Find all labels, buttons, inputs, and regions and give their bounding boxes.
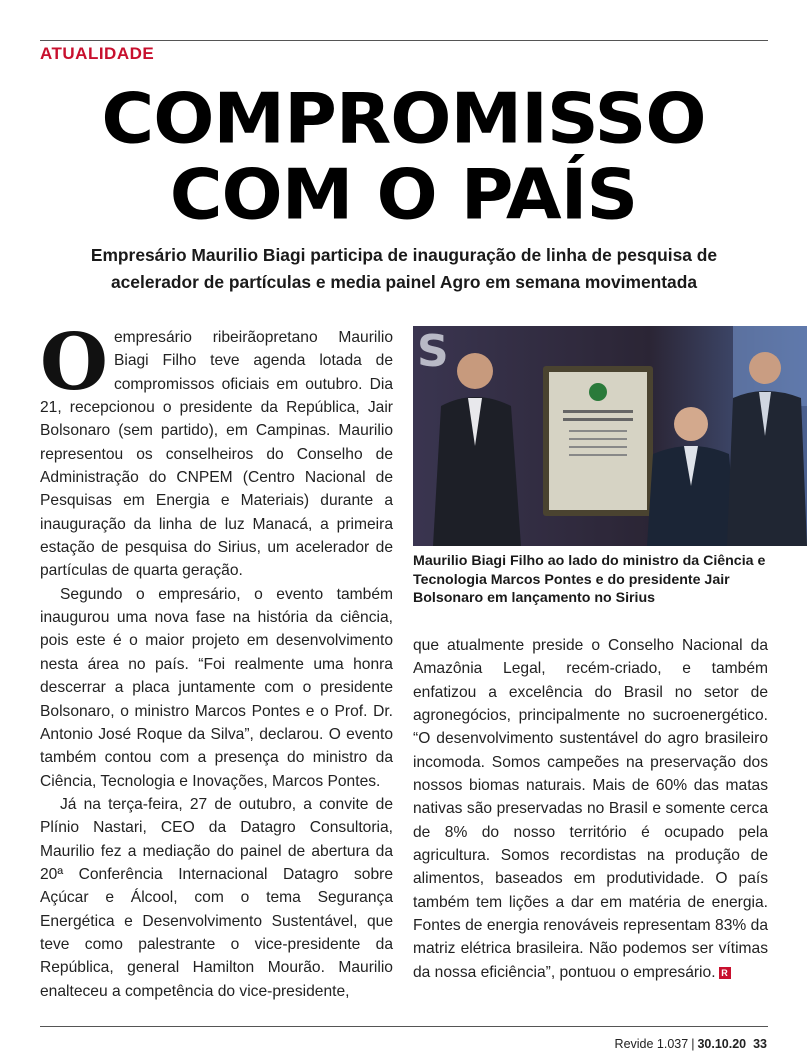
article-paragraph-1 <box>40 317 393 583</box>
footer-magazine: Revide 1.037 <box>614 1037 689 1051</box>
drop-cap: O <box>40 317 108 408</box>
article-paragraph-2: Segundo o empresário, o evento também inaugurou uma nova fase na história da ciência, pois este é o maior projeto em desenvolvimento nesta área no país. “Foi realmente uma honra descerrar a placa juntamente com o presidente Bolsonaro, o ministro Marcos Pontes e o Prof. Dr. Antonio José Roque da Silva”, declarou. O evento também contou com a presença do ministro da Ciência, Tecnologia e Inovações, Marcos Pontes. <box>40 585 393 790</box>
event-photo-illustration <box>413 326 807 546</box>
article-paragraph-3-continued <box>413 634 768 984</box>
subtitle-line-1: Empresário Maurilio Biagi participa de inauguração de linha de pesquisa de <box>90 245 718 265</box>
photo-caption: Maurilio Biagi Filho ao lado do ministro da Ciência e Tecnologia Marcos Pontes e do presidente Jair Bolsonaro em lançamento no Sirius <box>413 553 766 606</box>
footer-separator: | <box>691 1037 695 1051</box>
article-column-right <box>413 634 768 984</box>
headline-line-1: COMPROMISSO <box>101 77 706 159</box>
paragraph-1-text: empresário ribeirãopretano Maurilio Biagi Filho teve agenda lotada de compromissos oficiais em outubro. Dia 21, recepcionou o presidente da República, Jair Bolsonaro (sem partido), em Campinas. Maurilio representou os conselheiros do Conselho de Administração do CNPEM (Centro Nacional de Pesquisas em Energia e Materiais) durante a inauguração da linha de luz Manacá, a primeira estação de pesquisa do Sirius, um acelerador de partículas de quarta geração. <box>40 329 393 580</box>
headline-line-2: COM O PAÍS <box>169 153 638 235</box>
article-column-left <box>40 317 393 1003</box>
event-photo <box>413 326 807 546</box>
end-mark: R <box>719 967 731 979</box>
footer-date: 30.10.20 <box>697 1037 747 1051</box>
top-rule <box>40 40 768 41</box>
paragraph-3-continued-text: que atualmente preside o Conselho Nacional da Amazônia Legal, recém-criado, e também enfatizou a excelência do Brasil no setor de agronegócios, principalmente no sucroenergético. “O desenvolvimento sustentável do agro brasileiro incomoda. Somos campeões na preservação dos nossos biomas naturais. Mais de 60% das matas nativas são preservadas no Brasil e somente cerca de 8% do nosso território é ocupado pela agricultura. Somos recordistas na produção de alimentos, baseados em produtividade. O país também tem lições a dar em matéria de energia. Fontes de energia renováveis representam 83% da matriz elétrica brasileira. Não podemos ser vítimas da nossa eficiência”, pontuou o empresário. <box>413 637 768 981</box>
bottom-rule <box>40 1026 768 1027</box>
section-label: ATUALIDADE <box>40 44 155 63</box>
footer-page-number: 33 <box>753 1037 767 1051</box>
svg-text:S: S <box>417 326 449 377</box>
article-paragraph-3: Já na terça-feira, 27 de outubro, a convite de Plínio Nastari, CEO da Datagro Consultoria, Maurilio fez a mediação do painel de abertura da 20ª Conferência Internacional Datagro sobre Açúcar e Álcool, com o tema Segurança Energética e Desenvolvimento Sustentável, que teve como palestrante o vice-presidente da República, general Hamilton Mourão. Maurilio enalteceu a competência do vice-presidente, <box>40 795 393 1000</box>
subtitle-line-2: acelerador de partículas e media painel Agro em semana movimentada <box>110 272 698 292</box>
subtitle <box>40 242 768 296</box>
page-footer <box>615 1037 767 1051</box>
